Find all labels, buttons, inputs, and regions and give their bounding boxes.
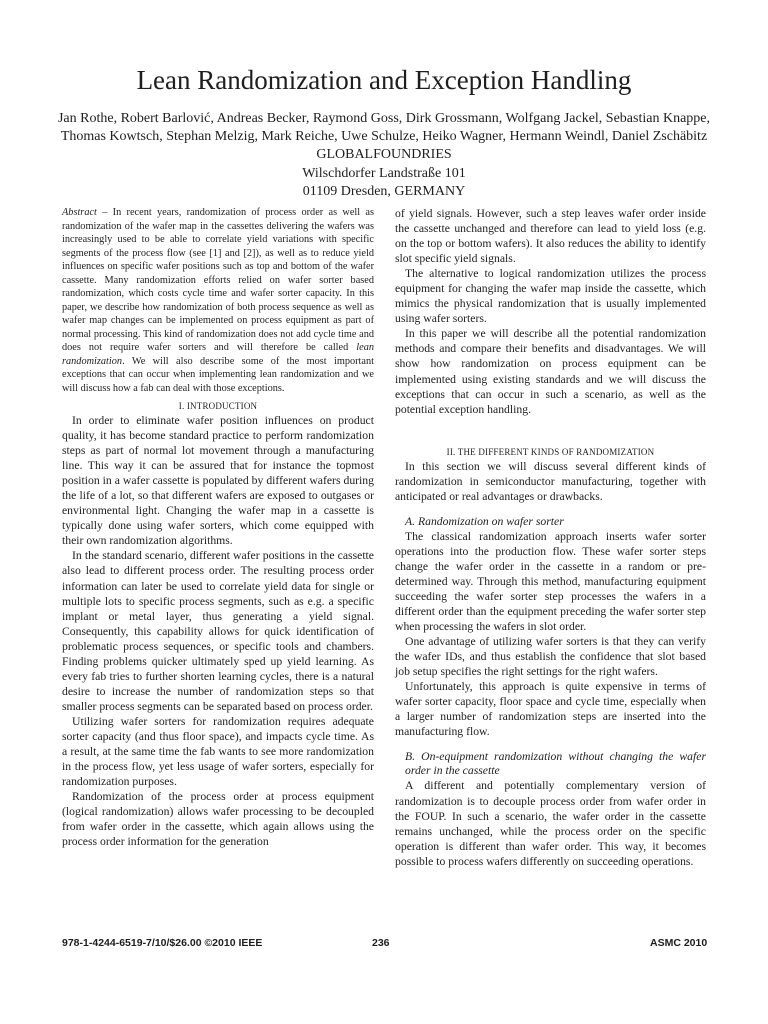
intro-paragraph-4: Randomization of the process order at process equipment (logical randomization) allows wafer processing to be decoupled from wafer order in the cassette, which again allows using the process order information for the generation: [62, 790, 374, 849]
abstract-text-2: . We will also describe some of the most important exceptions that can occur when implementing lean randomization and we will discuss how a fab can deal with those exceptions.: [62, 355, 374, 394]
author-line-2: Thomas Kowtsch, Stephan Melzig, Mark Reiche, Uwe Schulze, Heiko Wagner, Hermann Weindl, Daniel Zschäbitz: [60, 129, 708, 145]
address-street: Wilschdorfer Landstraße 101: [302, 165, 466, 181]
intro-paragraph-5: of yield signals. However, such a step leaves wafer order inside the cassette unchanged and therefore can lead to yield loss (e.g. on the top or bottom wafers). It also reduces the ability to identify slot specific yield signals.: [395, 207, 706, 266]
subsection-b-heading: B. On-equipment randomization without changing the wafer order in the cassette: [405, 750, 706, 778]
intro-paragraph-2: In the standard scenario, different wafer positions in the cassette also lead to different process order. The resulting process order information can later be used to correlate yield data for single or multiple lots to specific process segments, such as e.g. a specific implant or metal layer, thus generating a yield signal. Consequently, this capability allows for quick identification of problematic process sequences, or specific tools and chambers. Finding problems quicker ultimately sped up yield learning. As every fab tries to further shorten learning cycles, there is a natural desire to increase the number of randomization steps so that smaller process segments can be separated based on process order.: [62, 549, 374, 713]
subsection-a-heading: A. Randomization on wafer sorter: [405, 514, 564, 528]
section-heading-introduction: I. INTRODUCTION: [178, 401, 258, 411]
author-line-1: Jan Rothe, Robert Barlović, Andreas Becker, Raymond Goss, Dirk Grossmann, Wolfgang Jackel, Sebastian Knappe,: [57, 111, 711, 126]
intro-paragraph-6: The alternative to logical randomization utilizes the process equipment for changing the wafer map inside the cassette, which mimics the physical randomization that is usually implemented using wafer sorters.: [395, 267, 706, 326]
subsection-a-paragraph-2: One advantage of utilizing wafer sorters is that they can verify the wafer IDs, and thus establish the confidence that slot based job setup specifies the right settings for the right wafers.: [395, 635, 706, 679]
left-column: [62, 206, 374, 849]
abstract: [62, 206, 374, 395]
footer-page-number: 236: [372, 937, 390, 949]
footer-isbn: 978-1-4244-6519-7/10/$26.00 ©2010 IEEE: [62, 937, 263, 949]
footer-conference: ASMC 2010: [650, 937, 708, 949]
address-city: 01109 Dresden, GERMANY: [302, 183, 466, 199]
abstract-term: lean randomization: [62, 342, 374, 367]
abstract-label: Abstract: [62, 207, 97, 218]
section-heading-randomization: II. THE DIFFERENT KINDS OF RANDOMIZATION: [446, 446, 655, 457]
author-block: [40, 110, 728, 201]
subsection-b-paragraph-1: A different and potentially complementary version of randomization is to decouple process order from wafer order in the FOUP. In such a scenario, the wafer order in the cassette remains unchanged, while the process order on the specific operation is different than wafer order. This way, it becomes possible to process wafers differently on succeeding operations.: [395, 779, 706, 868]
affiliation: GLOBALFOUNDRIES: [316, 147, 452, 163]
section2-paragraph-1: In this section we will discuss several different kinds of randomization in semiconductor manufacturing, together with anticipated or real advantages or drawbacks.: [395, 459, 706, 503]
abstract-text-1: – In recent years, randomization of process order as well as randomization of the wafer map in the cassettes delivering the wafers was increasingly used to be able to correlate yield variations with specific segments of the process flow (see [1] and [2]), as well as to reduce yield influences on specific wafer positions such as top and bottom of the wafer cassette. Many randomization efforts relied on wafer sorter based randomization, which costs cycle time and wafer sorter capacity. In this paper, we describe how randomization of both process sequence as well as wafer map changes can be implemented on process equipment as part of normal processing. This kind of randomization does not add cycle time and does not require wafer sorters and will therefore be called: [62, 207, 374, 353]
subsection-a-paragraph-1: The classical randomization approach inserts wafer sorter operations into the production flow. These wafer sorter steps change the wafer order in the cassette in a random or pre-determined way. Through this method, manufacturing equipment succeeding the wafer sorter step processes the wafers in a different order than the equipment preceding the wafer sorter step when processing the wafers in slot order.: [395, 529, 706, 634]
right-column: [395, 206, 706, 869]
intro-paragraph-1: In order to eliminate wafer position influences on product quality, it has become standard practice to perform randomization steps as part of normal lot movement through a manufacturing line. This way it can be assured that for instance the topmost position in a wafer cassette is populated by different wafers during the life of a lot, so that different wafers are exposed to outgases or environmental light. Changing the wafer map in a cassette is typically done using wafer sorters, which come equipped with their own randomization algorithms.: [62, 414, 374, 548]
subsection-a-paragraph-3: Unfortunately, this approach is quite expensive in terms of wafer sorter capacity, floor space and cycle time, especially when a larger number of randomization steps are inserted into the manufacturing flow.: [395, 680, 706, 739]
intro-paragraph-7: In this paper we will describe all the potential randomization methods and compare their benefits and disadvantages. We will show how randomization on process equipment can be implemented using existing standards and we will discuss the exceptions that can occur in such a scenario, as well as the potential exception handling.: [395, 327, 706, 416]
intro-paragraph-3: Utilizing wafer sorters for randomization requires adequate sorter capacity (and thus floor space), and impacts cycle time. As a result, at the same time the fab wants to see more randomization in the process flow, yet less usage of wafer sorters, especially for randomization purposes.: [62, 714, 374, 789]
paper-title: Lean Randomization and Exception Handling: [136, 65, 632, 95]
